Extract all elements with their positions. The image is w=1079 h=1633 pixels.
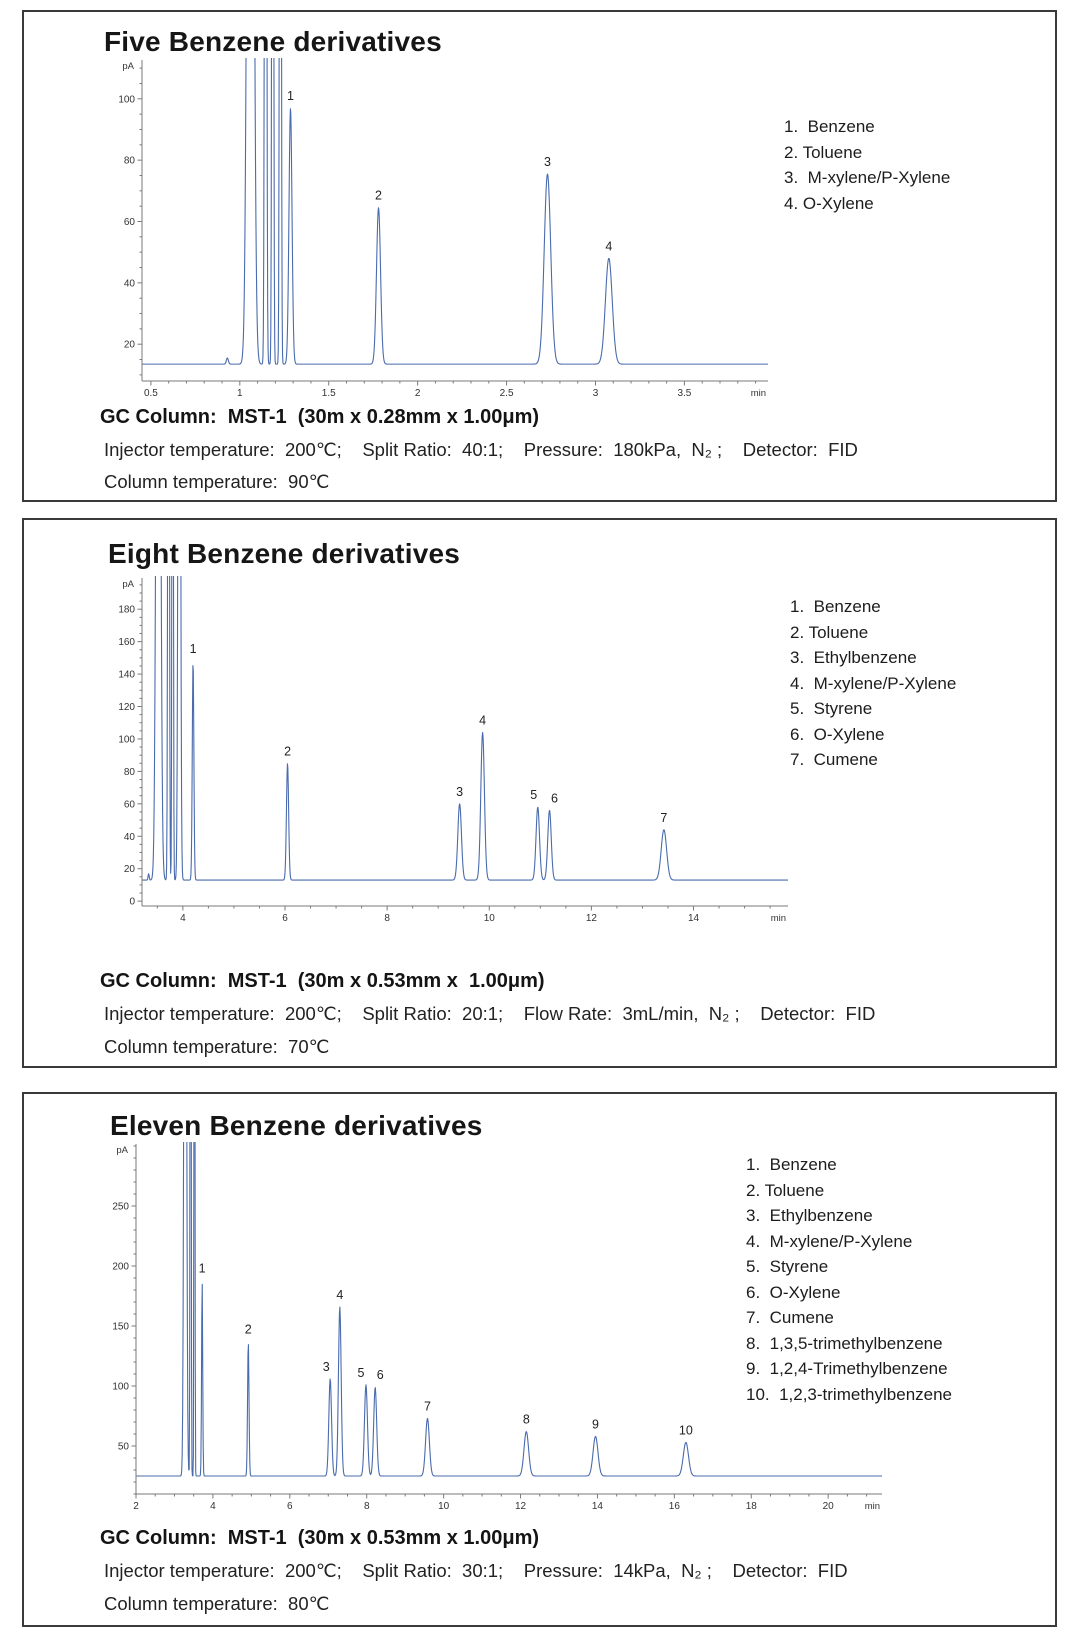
legend-item: 4. O-Xylene — [784, 193, 874, 213]
x-tick-label: 16 — [668, 1501, 680, 1512]
peak-legend — [790, 594, 956, 773]
x-tick-label: 14 — [687, 913, 700, 924]
figure-panel-eight-benzene — [22, 518, 1057, 1068]
x-tick-label: 0.5 — [143, 388, 158, 399]
legend-item: 5. Styrene — [746, 1257, 829, 1276]
legend-item: 9. 1,2,4-Trimethylbenzene — [746, 1359, 948, 1378]
y-tick-label: 60 — [123, 217, 135, 228]
x-tick-label: 3 — [592, 388, 599, 399]
legend-item: 3. Ethylbenzene — [790, 648, 917, 667]
legend-item: 6. O-Xylene — [790, 724, 885, 744]
legend-item: 2. Toluene — [784, 142, 863, 162]
peak-number-label: 2 — [244, 1322, 252, 1337]
x-unit-label: min — [770, 913, 786, 924]
x-tick-label: 6 — [282, 913, 288, 924]
legend-item: 2. Toluene — [746, 1180, 825, 1200]
x-unit-label: min — [750, 388, 766, 399]
legend-item: 6. O-Xylene — [746, 1282, 841, 1302]
peak-number-label: 4 — [336, 1287, 344, 1302]
peak-number-label: 3 — [544, 154, 551, 169]
x-unit-label: min — [864, 1501, 880, 1512]
peak-number-label: 6 — [376, 1368, 384, 1383]
peak-number-label: 9 — [592, 1417, 599, 1432]
peak-number-label: 2 — [284, 744, 292, 759]
gc-column-label: GC Column: MST-1 (30m x 0.28mm x 1.00μm) — [100, 406, 540, 428]
injector-conditions: Injector temperature: 200℃; Split Ratio: 30:1; Pressure: 14kPa, N₂ ; Detector: FID — [104, 1560, 848, 1581]
x-tick-label: 3.5 — [677, 388, 692, 399]
y-tick-label: 40 — [123, 831, 135, 843]
peak-number-label: 1 — [198, 1261, 206, 1276]
y-tick-label: 140 — [118, 669, 135, 681]
x-tick-label: 18 — [745, 1501, 757, 1512]
legend-item: 5. Styrene — [790, 699, 873, 718]
injector-conditions: Injector temperature: 200℃; Split Ratio: 40:1; Pressure: 180kPa, N₂ ; Detector: FID — [104, 439, 858, 460]
legend-item: 1. Benzene — [784, 117, 875, 136]
legend-item: 2. Toluene — [790, 622, 869, 642]
chromatogram-five-benzene — [96, 58, 776, 403]
figure-title: Eleven Benzene derivatives — [110, 1110, 483, 1141]
y-tick-label: 250 — [112, 1201, 129, 1213]
peak-number-label: 5 — [530, 788, 538, 803]
x-tick-label: 2 — [133, 1501, 139, 1512]
chromatogram-eight-benzene — [96, 576, 796, 928]
x-tick-label: 8 — [363, 1501, 370, 1512]
peak-number-label: 1 — [287, 89, 294, 104]
column-temperature: Column temperature: 90℃ — [104, 471, 330, 492]
y-tick-label: 0 — [129, 896, 135, 908]
x-tick-label: 20 — [822, 1501, 834, 1512]
x-tick-label: 12 — [514, 1501, 527, 1512]
y-tick-label: 180 — [118, 604, 135, 616]
figure-panel-eleven-benzene — [22, 1092, 1057, 1627]
y-tick-label: 40 — [123, 278, 135, 290]
legend-item: 4. M-xylene/P-Xylene — [746, 1231, 913, 1251]
y-tick-label: 100 — [112, 1381, 129, 1393]
figure-panel-five-benzene — [22, 10, 1057, 502]
peak-number-label: 4 — [605, 239, 613, 254]
y-unit-label: pA — [116, 1145, 128, 1156]
peak-number-label: 5 — [357, 1365, 365, 1380]
peak-legend — [746, 1152, 952, 1407]
x-tick-label: 1.5 — [321, 388, 336, 399]
peak-legend — [784, 114, 950, 216]
legend-item: 4. M-xylene/P-Xylene — [790, 673, 957, 693]
x-tick-label: 1 — [237, 388, 243, 399]
x-tick-label: 12 — [585, 913, 597, 924]
x-tick-label: 4 — [180, 913, 186, 924]
y-tick-label: 80 — [123, 766, 135, 778]
y-tick-label: 100 — [118, 94, 135, 106]
y-unit-label: pA — [122, 61, 134, 72]
peak-number-label: 10 — [678, 1423, 693, 1438]
figure-title: Five Benzene derivatives — [104, 26, 442, 57]
y-tick-label: 50 — [117, 1441, 129, 1453]
chromatogram-trace — [142, 576, 788, 880]
legend-item: 7. Cumene — [790, 750, 878, 769]
chromatogram-area — [96, 576, 796, 928]
chromatogram-area — [96, 58, 776, 403]
x-tick-label: 14 — [591, 1501, 604, 1512]
y-tick-label: 20 — [123, 864, 135, 876]
y-tick-label: 200 — [112, 1261, 129, 1273]
peak-number-label: 4 — [479, 713, 487, 728]
column-temperature: Column temperature: 80℃ — [104, 1593, 330, 1614]
peak-number-label: 3 — [322, 1359, 330, 1374]
legend-item: 7. Cumene — [746, 1308, 834, 1327]
legend-item: 3. M-xylene/P-Xylene — [784, 168, 951, 187]
column-temperature: Column temperature: 70℃ — [104, 1036, 330, 1057]
peak-number-label: 8 — [522, 1412, 530, 1427]
x-tick-label: 2 — [414, 388, 421, 399]
x-tick-label: 10 — [483, 913, 495, 924]
legend-item: 10. 1,2,3-trimethylbenzene — [746, 1384, 953, 1404]
gc-column-label: GC Column: MST-1 (30m x 0.53mm x 1.00μm) — [100, 970, 545, 992]
chromatogram-trace — [142, 58, 768, 364]
x-tick-label: 4 — [210, 1501, 216, 1512]
peak-number-label: 6 — [551, 791, 558, 806]
y-tick-label: 150 — [112, 1321, 129, 1333]
y-tick-label: 80 — [123, 155, 135, 167]
peak-number-label: 7 — [424, 1399, 431, 1414]
peak-number-label: 3 — [456, 784, 464, 799]
peak-number-label: 7 — [660, 810, 668, 825]
y-unit-label: pA — [122, 579, 134, 590]
y-tick-label: 60 — [123, 799, 135, 811]
peak-number-label: 2 — [375, 188, 383, 203]
figure-title: Eight Benzene derivatives — [108, 538, 461, 569]
gc-column-label: GC Column: MST-1 (30m x 0.53mm x 1.00μm) — [100, 1527, 540, 1549]
legend-item: 8. 1,3,5-trimethylbenzene — [746, 1333, 943, 1353]
injector-conditions: Injector temperature: 200℃; Split Ratio: 20:1; Flow Rate: 3mL/min, N₂ ; Detector: FID — [104, 1003, 876, 1024]
x-tick-label: 8 — [384, 913, 390, 924]
x-tick-label: 10 — [438, 1501, 450, 1512]
y-tick-label: 20 — [123, 339, 135, 351]
legend-item: 1. Benzene — [746, 1155, 837, 1174]
y-tick-label: 120 — [118, 702, 135, 714]
legend-item: 1. Benzene — [790, 597, 881, 616]
y-tick-label: 100 — [118, 734, 135, 746]
peak-number-label: 1 — [189, 642, 197, 657]
x-tick-label: 6 — [287, 1501, 293, 1512]
x-tick-label: 2.5 — [499, 388, 514, 399]
legend-item: 3. Ethylbenzene — [746, 1206, 873, 1225]
y-tick-label: 160 — [118, 637, 135, 649]
